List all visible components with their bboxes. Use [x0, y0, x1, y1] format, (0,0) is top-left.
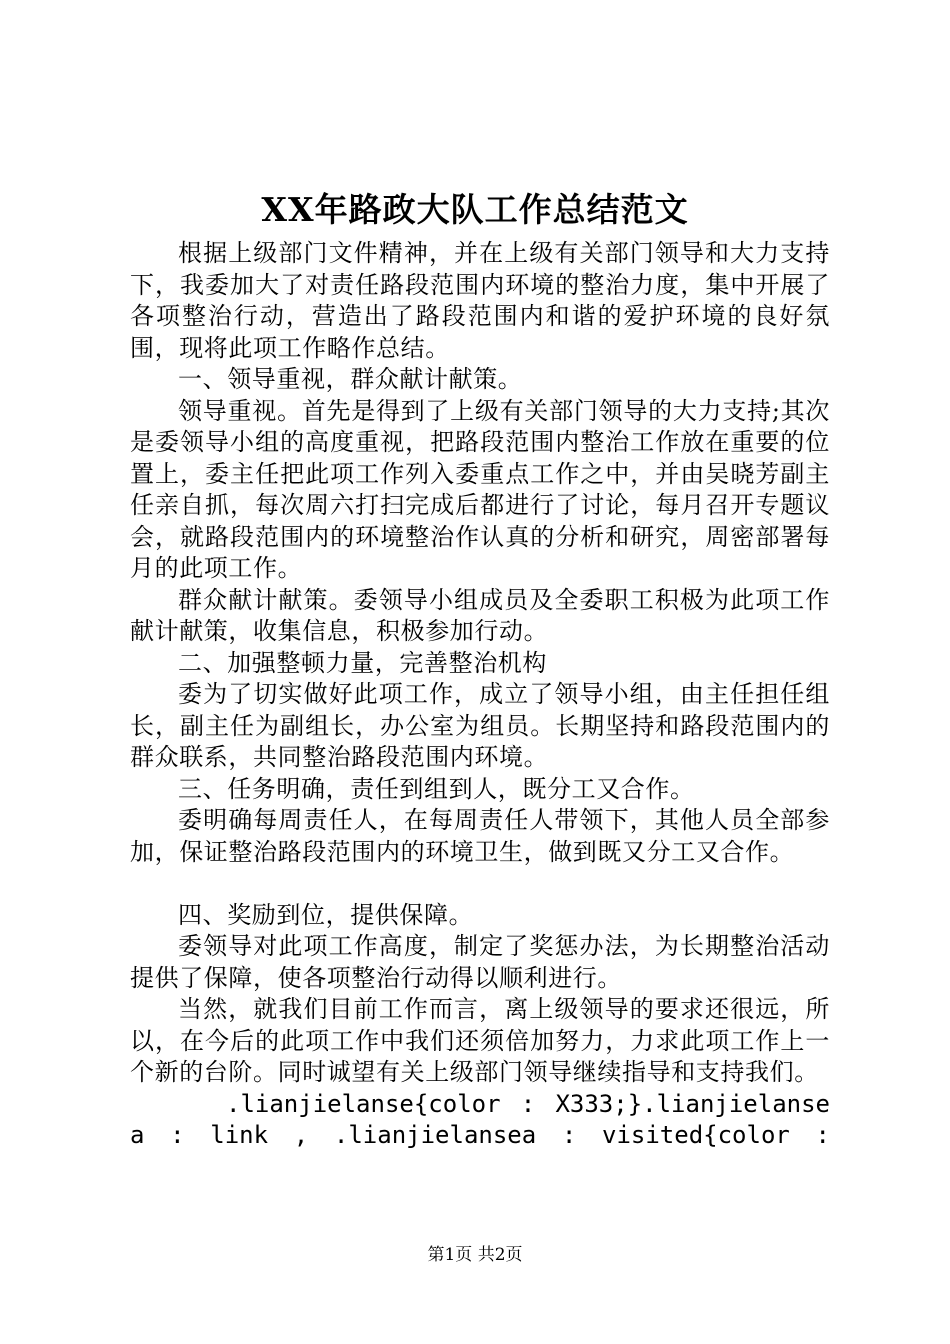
heading-section-4: 四、奖励到位，提供保障。	[178, 900, 474, 929]
heading-section-2: 二、加强整顿力量，完善整治机构	[178, 648, 547, 677]
stray-css-text: .lianjielanse{color : X333;}.lianjielansea : link , .lianjielansea : visited{color :	[130, 1089, 830, 1149]
paragraph-public-suggestions: 群众献计献策。委领导小组成员及全委职工积极为此项工作献计献策，收集信息，积极参加行动。	[130, 585, 830, 645]
paragraph-intro: 根据上级部门文件精神，并在上级有关部门领导和大力支持下，我委加大了对责任路段范围内环境的整治力度，集中开展了各项整治行动，营造出了路段范围内和谐的爱护环境的良好氛围，现将此项工作略作总结。	[130, 239, 830, 362]
paragraph-conclusion: 当然，就我们目前工作而言，离上级领导的要求还很远，所以，在今后的此项工作中我们还须倍加努力，力求此项工作上一个新的台阶。同时诚望有关上级部门领导继续指导和支持我们。	[130, 995, 830, 1086]
paragraph-rewards: 委领导对此项工作高度，制定了奖惩办法，为长期整治活动提供了保障，使各项整治行动得以顺利进行。	[130, 932, 830, 992]
document-body	[130, 238, 830, 1152]
paragraph-organization: 委为了切实做好此项工作，成立了领导小组，由主任担任组长，副主任为副组长，办公室为组员。长期坚持和路段范围内的群众联系，共同整治路段范围内环境。	[130, 680, 830, 771]
paragraph-leadership: 领导重视。首先是得到了上级有关部门领导的大力支持;其次是委领导小组的高度重视，把路段范围内整治工作放在重要的位置上，委主任把此项工作列入委重点工作之中，并由吴晓芳副主任亲自抓，每次周六打扫完成后都进行了讨论，每月召开专题议会，就路段范围内的环境整治作认真的分析和研究，周密部署每月的此项工作。	[130, 396, 830, 582]
paragraph-responsibility: 委明确每周责任人，在每周责任人带领下，其他人员全部参加，保证整治路段范围内的环境卫生，做到既又分工又合作。	[130, 806, 830, 866]
document-title: XX年路政大队工作总结范文	[261, 190, 689, 229]
heading-section-3: 三、任务明确，责任到组到人，既分工又合作。	[178, 774, 695, 803]
page-number-footer: 第1页 共2页	[427, 1245, 523, 1265]
heading-section-1: 一、领导重视，群众献计献策。	[178, 365, 523, 393]
